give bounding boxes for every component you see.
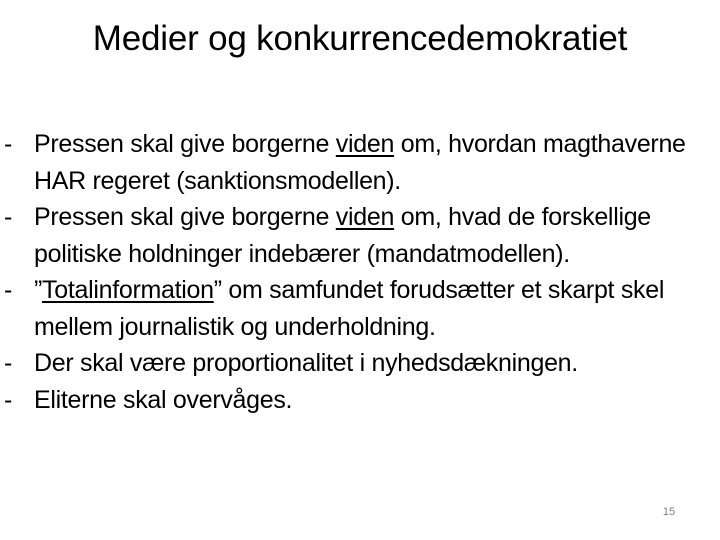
bullet-text-before: ” — [34, 276, 43, 304]
bullet-dash: - — [4, 349, 13, 377]
bullet-list — [0, 126, 712, 418]
bullet-item-proportionalitet — [0, 345, 712, 382]
bullet-text-before: Pressen skal give borgerne — [34, 130, 336, 158]
bullet-item-eliterne — [0, 382, 712, 419]
bullet-underlined-text: viden — [335, 130, 395, 158]
bullet-item-totalinformation — [0, 272, 712, 345]
bullet-dash: - — [4, 203, 13, 231]
slide-title: Medier og konkurrencedemokratiet — [92, 19, 628, 58]
page-number: 15 — [662, 506, 676, 518]
bullet-text-after: ” om samfundet forudsætter et skarpt skel mellem journalistik og underholdning. — [34, 276, 665, 341]
bullet-dash: - — [4, 130, 13, 158]
bullet-text: Der skal være proportionalitet i nyhedsdækningen. — [34, 349, 578, 377]
bullet-text: Eliterne skal overvåges. — [34, 385, 293, 414]
bullet-text-after: om, hvordan magthaverne HAR regeret (sanktionsmodellen). — [34, 130, 686, 195]
bullet-text-after: om, hvad de forskellige politiske holdninger indebærer (mandatmodellen). — [34, 203, 651, 268]
bullet-text-before: Pressen skal give borgerne — [34, 203, 336, 231]
bullet-underlined-text: Totalinformation — [42, 276, 214, 304]
bullet-dash: - — [4, 385, 13, 414]
bullet-item-sanktionsmodellen — [0, 126, 712, 199]
bullet-item-mandatmodellen — [0, 199, 712, 272]
bullet-underlined-text: viden — [335, 203, 395, 231]
bullet-dash: - — [4, 276, 13, 304]
